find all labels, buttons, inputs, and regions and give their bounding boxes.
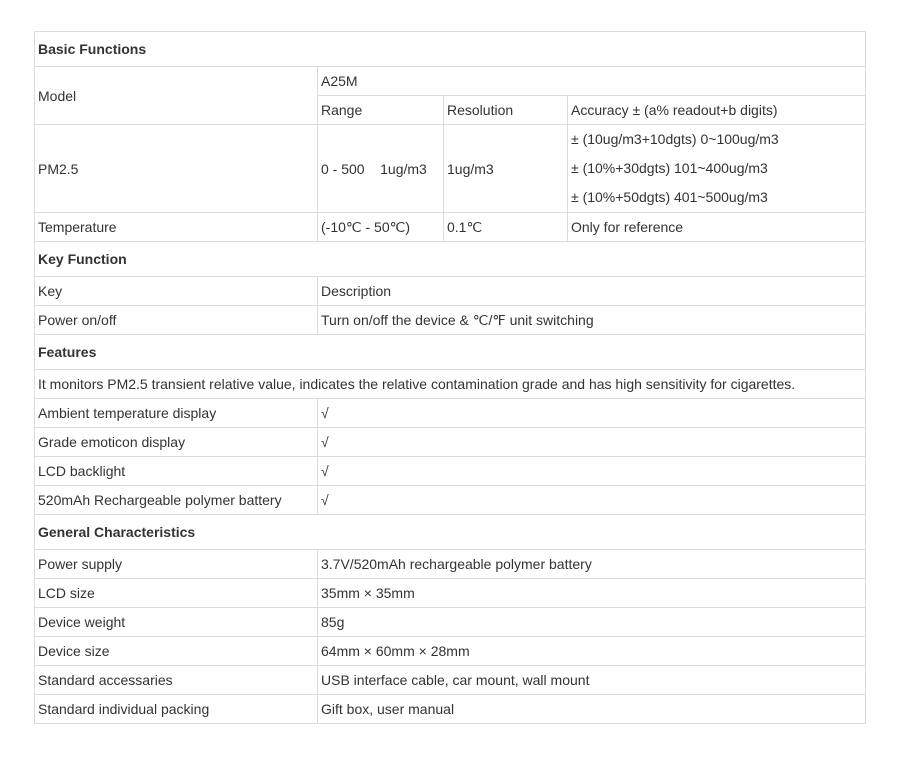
- section-header-general-characteristics: [35, 515, 866, 550]
- characteristic-value: 85g: [318, 608, 866, 637]
- table-row: [35, 428, 866, 457]
- pm25-accuracy-line: ± (10%+30dgts) 101~400ug/m3: [571, 160, 768, 176]
- table-row: [35, 457, 866, 486]
- key-name: Power on/off: [35, 306, 318, 335]
- table-row: [35, 306, 866, 335]
- pm25-accuracy-line: ± (10ug/m3+10dgts) 0~100ug/m3: [571, 131, 779, 147]
- features-summary: It monitors PM2.5 transient relative value, indicates the relative contamination grade and has high sensitivity for cigarettes.: [35, 370, 866, 399]
- check-mark: √: [318, 457, 866, 486]
- check-mark: √: [318, 486, 866, 515]
- table-row: [35, 637, 866, 666]
- table-row: [35, 608, 866, 637]
- table-row: [35, 579, 866, 608]
- key-column-header: Key: [35, 277, 318, 306]
- table-row: [35, 695, 866, 724]
- pm25-label: PM2.5: [35, 125, 318, 213]
- check-mark: √: [318, 428, 866, 457]
- pm25-row: [35, 125, 866, 213]
- temperature-label: Temperature: [35, 213, 318, 242]
- model-value: A25M: [318, 67, 866, 96]
- feature-name: Ambient temperature display: [35, 399, 318, 428]
- range-column-header: Range: [318, 96, 444, 125]
- key-column-header-row: [35, 277, 866, 306]
- pm25-accuracy-line: ± (10%+50dgts) 401~500ug/m3: [571, 189, 768, 205]
- table-row: [35, 399, 866, 428]
- features-heading: Features: [35, 335, 866, 370]
- description-column-header: Description: [318, 277, 866, 306]
- resolution-column-header: Resolution: [444, 96, 568, 125]
- check-mark: √: [318, 399, 866, 428]
- key-function-heading: Key Function: [35, 242, 866, 277]
- model-row: [35, 67, 866, 96]
- characteristic-name: Standard accessaries: [35, 666, 318, 695]
- accuracy-column-header: Accuracy ± (a% readout+b digits): [568, 96, 866, 125]
- model-label: Model: [35, 67, 318, 125]
- characteristic-value: 64mm × 60mm × 28mm: [318, 637, 866, 666]
- temperature-range: (-10℃ - 50℃): [318, 213, 444, 242]
- characteristic-name: Power supply: [35, 550, 318, 579]
- temperature-accuracy: Only for reference: [568, 213, 866, 242]
- characteristic-name: LCD size: [35, 579, 318, 608]
- temperature-row: [35, 213, 866, 242]
- feature-name: 520mAh Rechargeable polymer battery: [35, 486, 318, 515]
- general-characteristics-heading: General Characteristics: [35, 515, 866, 550]
- temperature-resolution: 0.1℃: [444, 213, 568, 242]
- key-description: Turn on/off the device & ℃/℉ unit switching: [318, 306, 866, 335]
- pm25-range: 0 - 500 1ug/m3: [318, 125, 444, 213]
- pm25-resolution: 1ug/m3: [444, 125, 568, 213]
- feature-name: Grade emoticon display: [35, 428, 318, 457]
- spec-table: [34, 31, 866, 724]
- characteristic-value: 35mm × 35mm: [318, 579, 866, 608]
- section-header-basic-functions: [35, 32, 866, 67]
- section-header-key-function: [35, 242, 866, 277]
- table-row: [35, 486, 866, 515]
- characteristic-value: USB interface cable, car mount, wall mount: [318, 666, 866, 695]
- table-row: [35, 666, 866, 695]
- features-summary-row: [35, 370, 866, 399]
- basic-functions-heading: Basic Functions: [35, 32, 866, 67]
- feature-name: LCD backlight: [35, 457, 318, 486]
- table-row: [35, 550, 866, 579]
- pm25-accuracy: [568, 125, 866, 213]
- characteristic-name: Standard individual packing: [35, 695, 318, 724]
- characteristic-value: 3.7V/520mAh rechargeable polymer battery: [318, 550, 866, 579]
- characteristic-value: Gift box, user manual: [318, 695, 866, 724]
- characteristic-name: Device weight: [35, 608, 318, 637]
- section-header-features: [35, 335, 866, 370]
- characteristic-name: Device size: [35, 637, 318, 666]
